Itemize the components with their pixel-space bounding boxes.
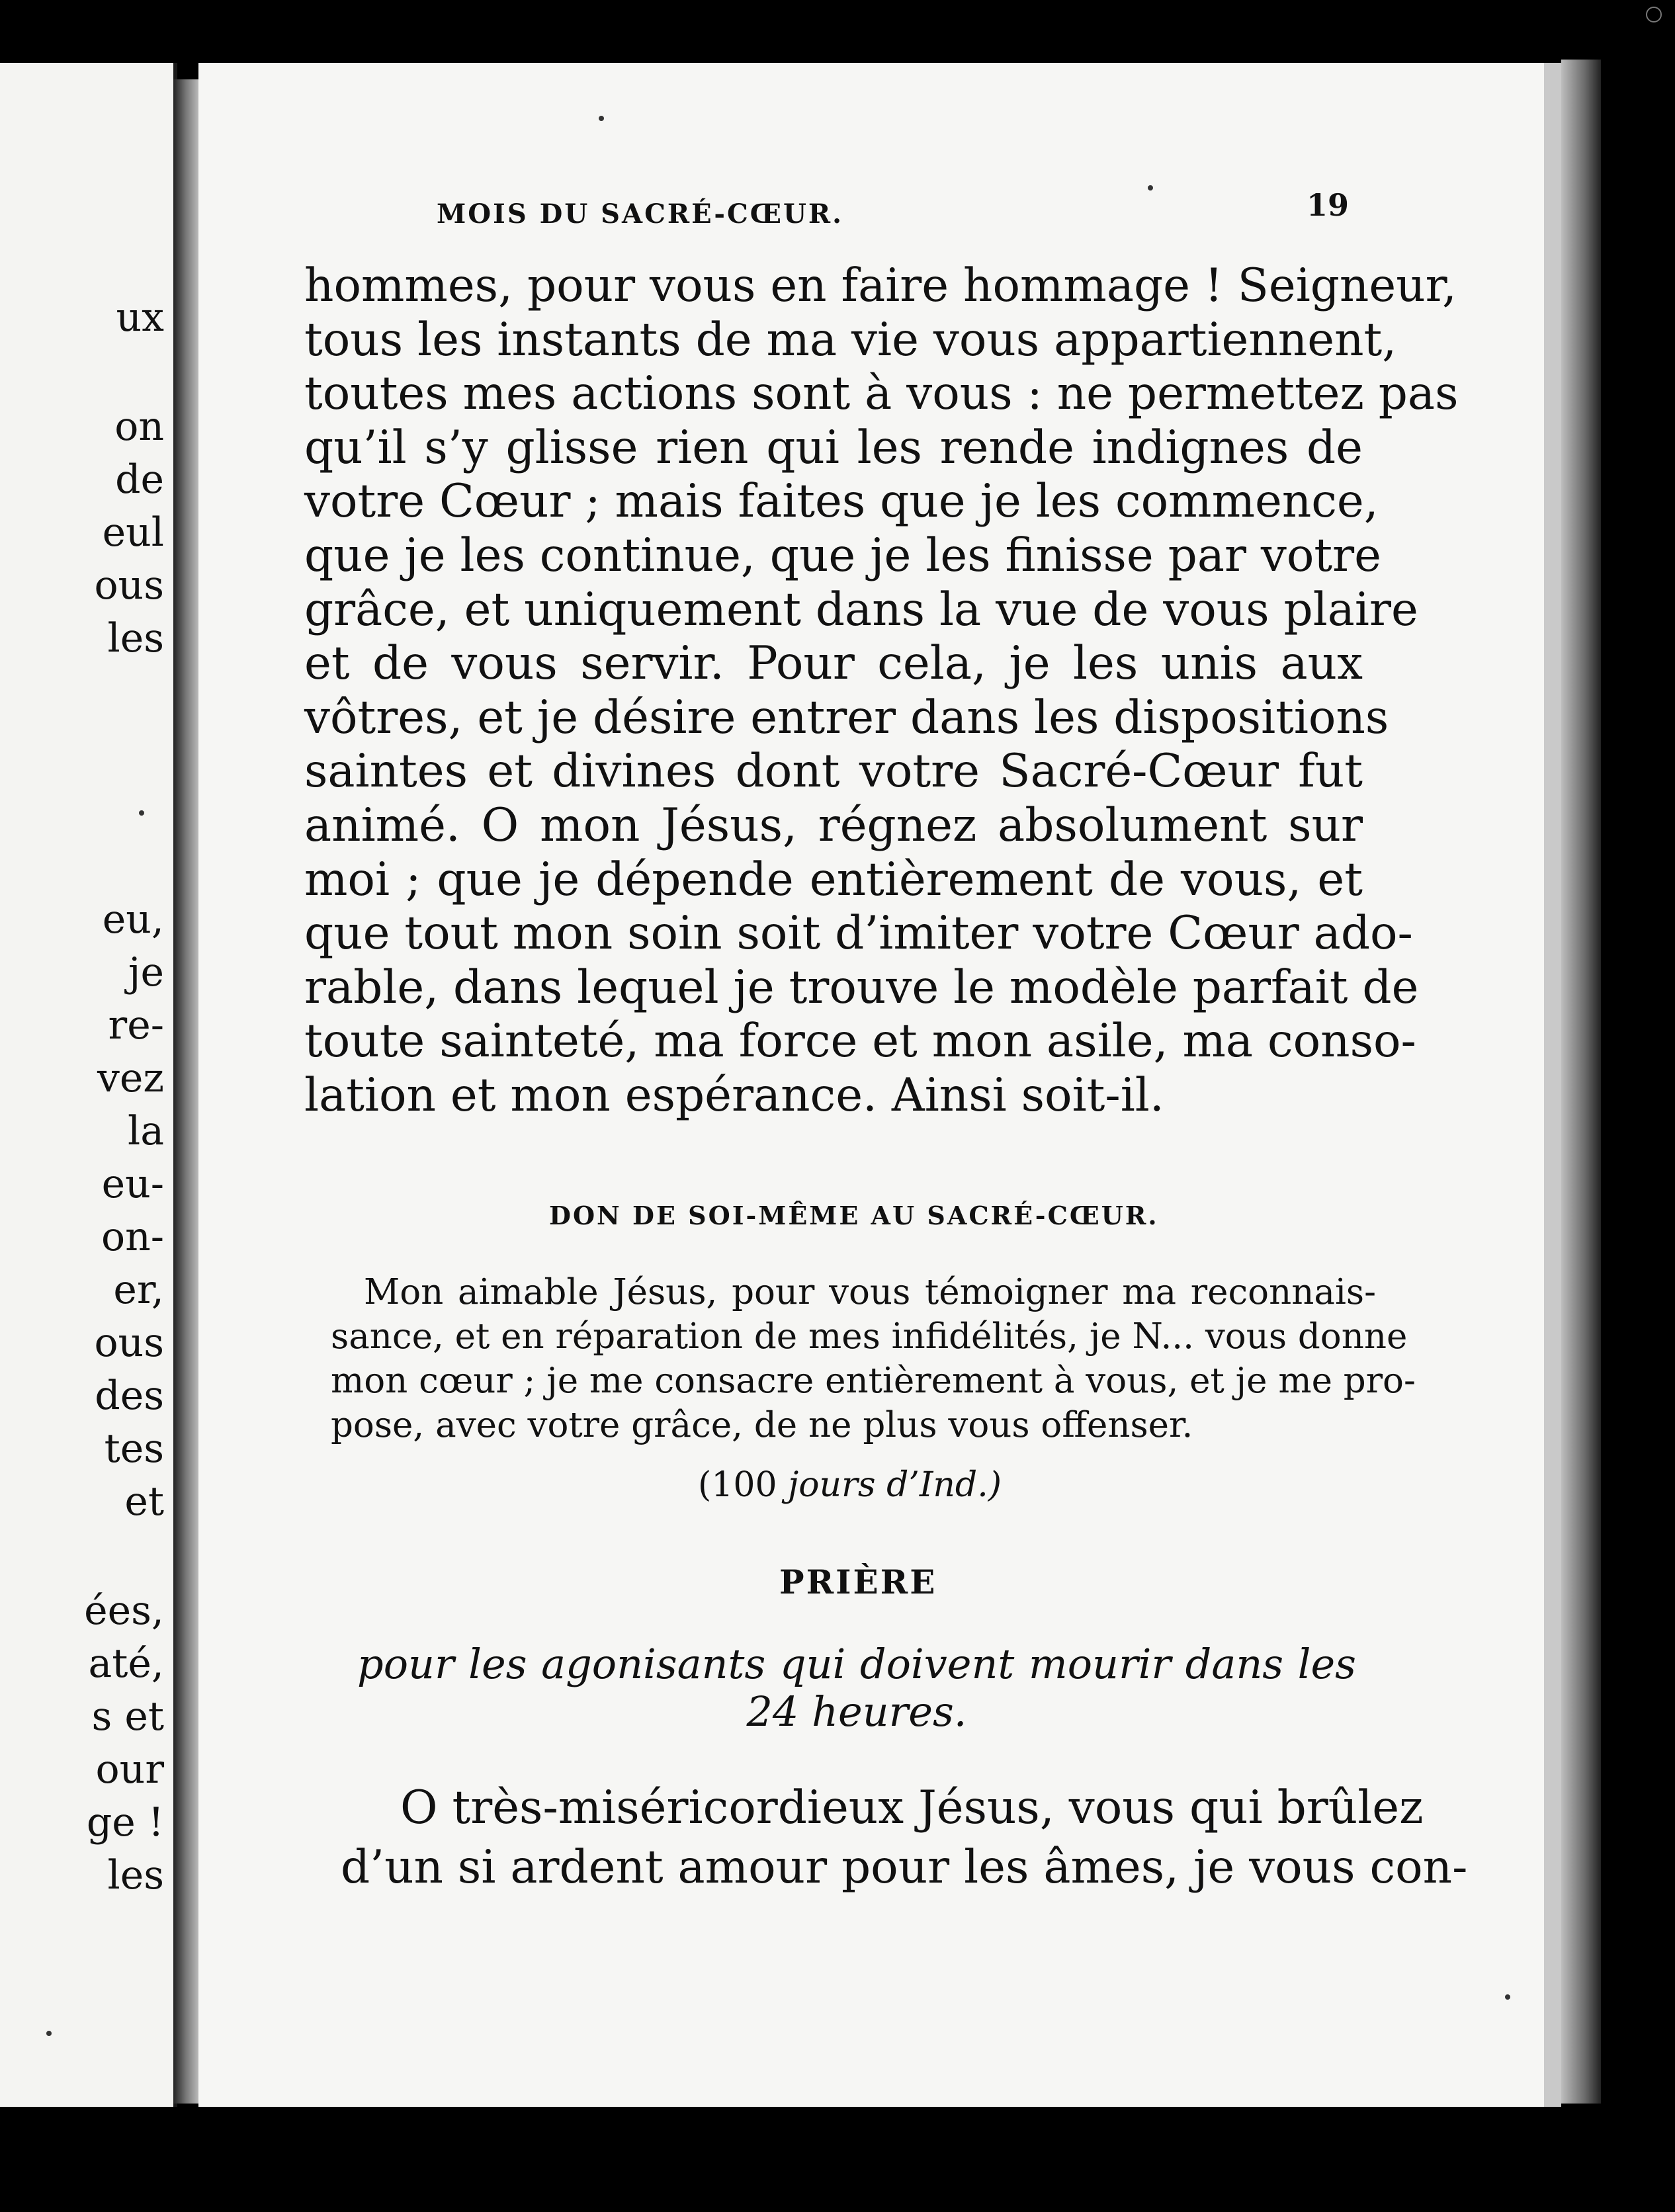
section-title-priere: PRIÈRE <box>779 1562 937 1601</box>
text-line: que je les continue, que je les finisse par votre <box>304 529 1381 582</box>
left-fragment: até, <box>88 1640 164 1687</box>
priere-subtitle <box>357 1640 1356 1736</box>
text-line: animé. O mon Jésus, régnez absolument sur <box>304 798 1363 852</box>
subtitle-line: pour les agonisants qui doivent mourir dans les <box>357 1640 1356 1688</box>
left-fragment: ge ! <box>86 1799 164 1846</box>
left-fragment: la <box>128 1108 164 1154</box>
text-line: Mon aimable Jésus, pour vous témoigner ma reconnais- <box>364 1272 1376 1312</box>
left-facing-page <box>0 63 177 2107</box>
text-line: et de vous servir. Pour cela, je les unis aux <box>304 637 1363 691</box>
text-line: pose, avec votre grâce, de ne plus vous offenser. <box>331 1405 1193 1445</box>
left-fragment: eul <box>102 509 164 556</box>
left-fragment: et <box>124 1478 164 1525</box>
text-line: tous les instants de ma vie vous appartiennent, <box>304 313 1397 366</box>
left-fragment: re- <box>108 1002 164 1048</box>
text-line: hommes, pour vous en faire hommage ! Seigneur, <box>304 259 1457 312</box>
left-fragment: des <box>95 1373 164 1419</box>
left-fragment: ous <box>94 562 164 609</box>
left-fragment: je <box>128 949 164 996</box>
left-fragment: les <box>107 615 164 661</box>
dust-speck <box>1505 1994 1510 2000</box>
text-line: toutes mes actions sont à vous : ne permettez pas <box>304 367 1459 421</box>
page-number: 19 <box>1307 187 1350 223</box>
subtitle-line: 24 heures. <box>746 1687 967 1736</box>
section-title-don: DON DE SOI-MÊME AU SACRÉ-CŒUR. <box>549 1201 1159 1230</box>
text-line: moi ; que je dépende entièrement de vous, et <box>304 853 1363 906</box>
left-fragment: our <box>95 1746 164 1793</box>
left-fragment: on- <box>101 1214 164 1260</box>
text-line: rable, dans lequel je trouve le modèle parfait de <box>304 960 1419 1014</box>
running-header: MOIS DU SACRÉ-CŒUR. <box>437 198 844 230</box>
text-line: sance, et en réparation de mes infidélités, je N... vous donne <box>331 1316 1408 1357</box>
page-edge <box>1561 60 1601 2104</box>
indulgence-note <box>698 1465 1002 1505</box>
text-line: lation et mon espérance. Ainsi soit-il. <box>304 1068 1164 1122</box>
text-line: qu’il s’y glisse rien qui les rende indignes de <box>304 421 1363 474</box>
dust-speck <box>1148 185 1153 191</box>
left-fragment: on <box>114 404 164 450</box>
dust-speck <box>139 810 144 816</box>
text-line: vôtres, et je désire entrer dans les dispositions <box>304 691 1389 744</box>
indulgence-text: jours d’Ind.) <box>788 1465 1002 1505</box>
text-line: votre Cœur ; mais faites que je les commence, <box>304 475 1379 529</box>
left-fragment: les <box>107 1852 164 1898</box>
text-line: grâce, et uniquement dans la vue de vous plaire <box>304 583 1418 636</box>
don-paragraph <box>331 1270 1416 1447</box>
text-line: saintes et divines dont votre Sacré-Cœur fut <box>304 745 1363 798</box>
left-fragment: ous <box>94 1320 164 1366</box>
left-fragment: ux <box>116 294 164 341</box>
left-fragment: vez <box>97 1055 164 1101</box>
left-fragment: s et <box>91 1693 164 1740</box>
text-line: que tout mon soin soit d’imiter votre Cœur ado- <box>304 907 1413 960</box>
priere-paragraph <box>341 1778 1468 1897</box>
text-line: toute sainteté, ma force et mon asile, ma conso- <box>304 1015 1416 1068</box>
dust-speck <box>46 2031 52 2036</box>
scan-registration-mark <box>1646 7 1662 22</box>
left-fragment: ées, <box>84 1588 164 1634</box>
left-fragment: eu- <box>101 1161 164 1207</box>
text-line: d’un si ardent amour pour les âmes, je vous con- <box>341 1841 1468 1894</box>
text-line: O très-miséricordieux Jésus, vous qui brûlez <box>400 1781 1424 1834</box>
left-fragment: eu, <box>102 896 164 943</box>
indulgence-number: (100 <box>698 1465 777 1505</box>
dust-speck <box>599 116 604 121</box>
body-paragraph <box>304 259 1459 1123</box>
left-fragment: tes <box>104 1425 164 1472</box>
text-line: mon cœur ; je me consacre entièrement à vous, et je me pro- <box>331 1361 1416 1401</box>
left-fragment: er, <box>113 1267 164 1313</box>
left-fragment: de <box>115 456 164 503</box>
